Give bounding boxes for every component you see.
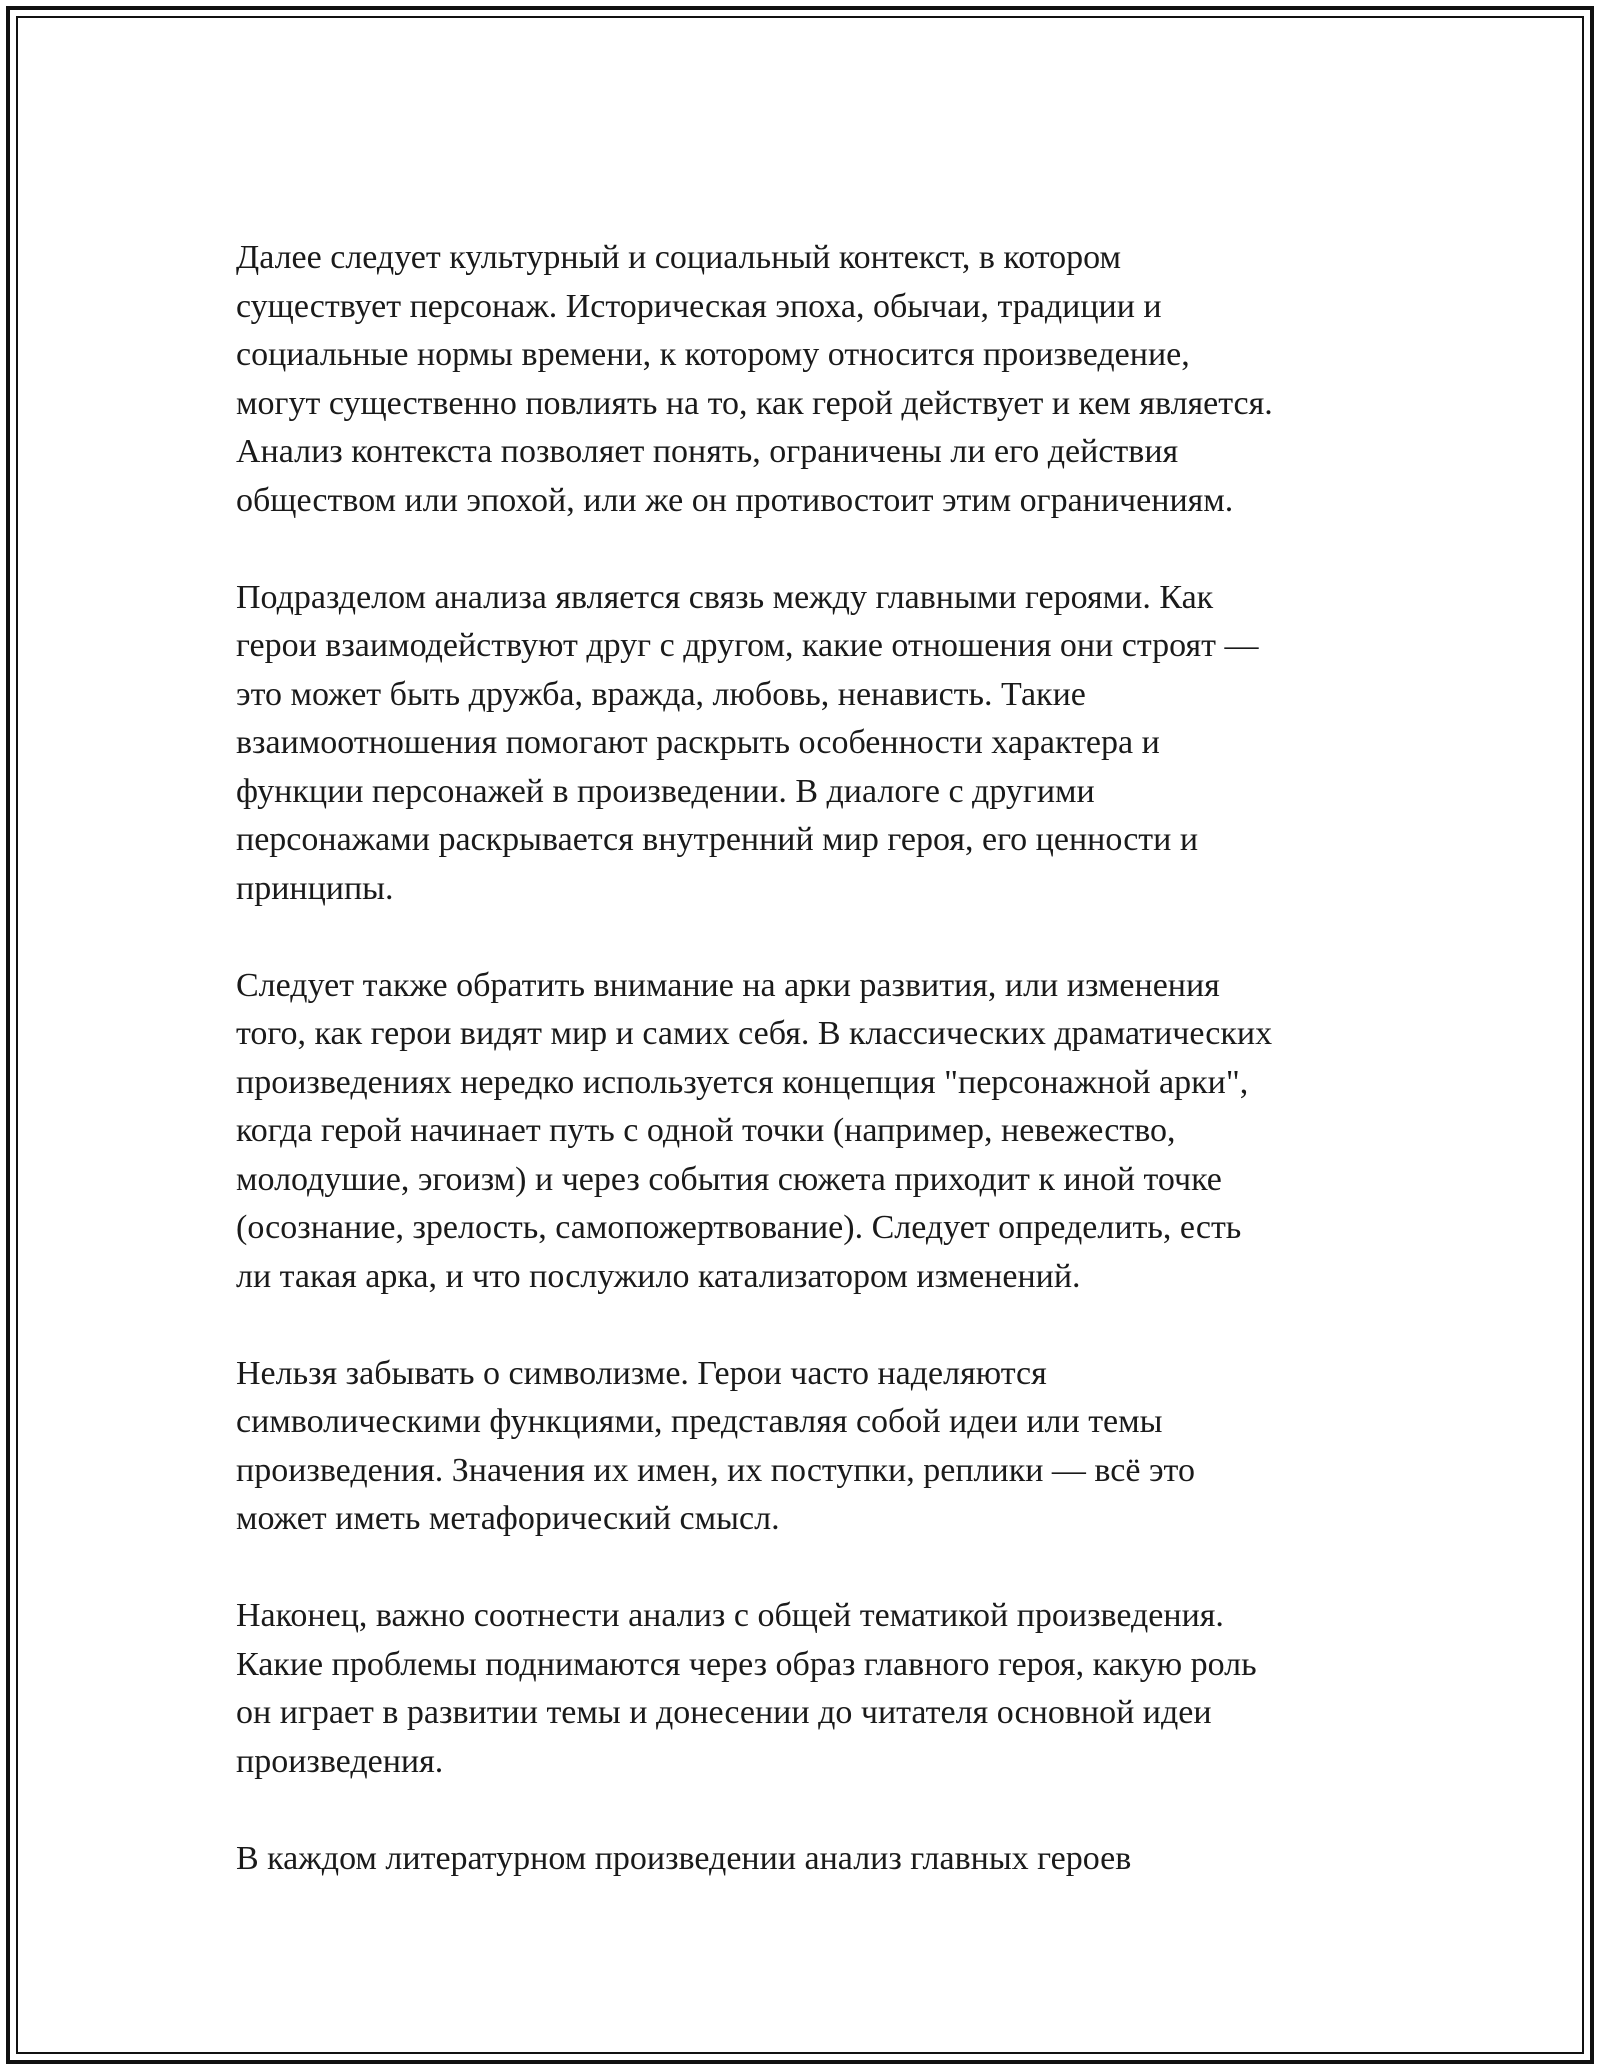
- paragraph-thematic-analysis: Наконец, важно соотнести анализ с общей тематикой произведения. Какие проблемы поднимаются через образ главного героя, какую роль он играет в развитии темы и донесении до читателя основной идеи произведения.: [236, 1597, 1257, 1780]
- document-body: [236, 234, 1366, 1932]
- paragraph-cultural-context: Далее следует культурный и социальный контекст, в котором существует персонаж. Историческая эпоха, обычаи, традиции и социальные нормы времени, к которому относится произведение, могут существенно повлиять на то, как герой действует и кем является. Анализ контекста позволяет понять, ограничены ли его действия обществом или эпохой, или же он противостоит этим ограничениям.: [236, 239, 1273, 519]
- paragraph-symbolism: Нельзя забывать о символизме. Герои часто наделяются символическими функциями, представляя собой идеи или темы произведения. Значения их имен, их поступки, реплики — всё это может иметь метафорический смысл.: [236, 1354, 1195, 1537]
- paragraph-character-relations: Подразделом анализа является связь между главными героями. Как герои взаимодействуют друг с другом, какие отношения они строят — это может быть дружба, вражда, любовь, ненависть. Такие взаимоотношения помогают раскрыть особенности характера и функции персонажей в произведении. В диалоге с другими персонажами раскрывается внутренний мир героя, его ценности и принципы.: [236, 578, 1259, 907]
- paragraph-character-arcs: Следует также обратить внимание на арки развития, или изменения того, как герои видят мир и самих себя. В классических драматических произведениях нередко используется концепция "персонажной арки", когда герой начинает путь с одной точки (например, невежество, молодушие, эгоизм) и через события сюжета приходит к иной точке (осознание, зрелость, самопожертвование). Следует определить, есть ли такая арка, и что послужило катализатором изменений.: [236, 966, 1273, 1295]
- paragraph-conclusion-start: В каждом литературном произведении анализ главных героев: [236, 1839, 1132, 1877]
